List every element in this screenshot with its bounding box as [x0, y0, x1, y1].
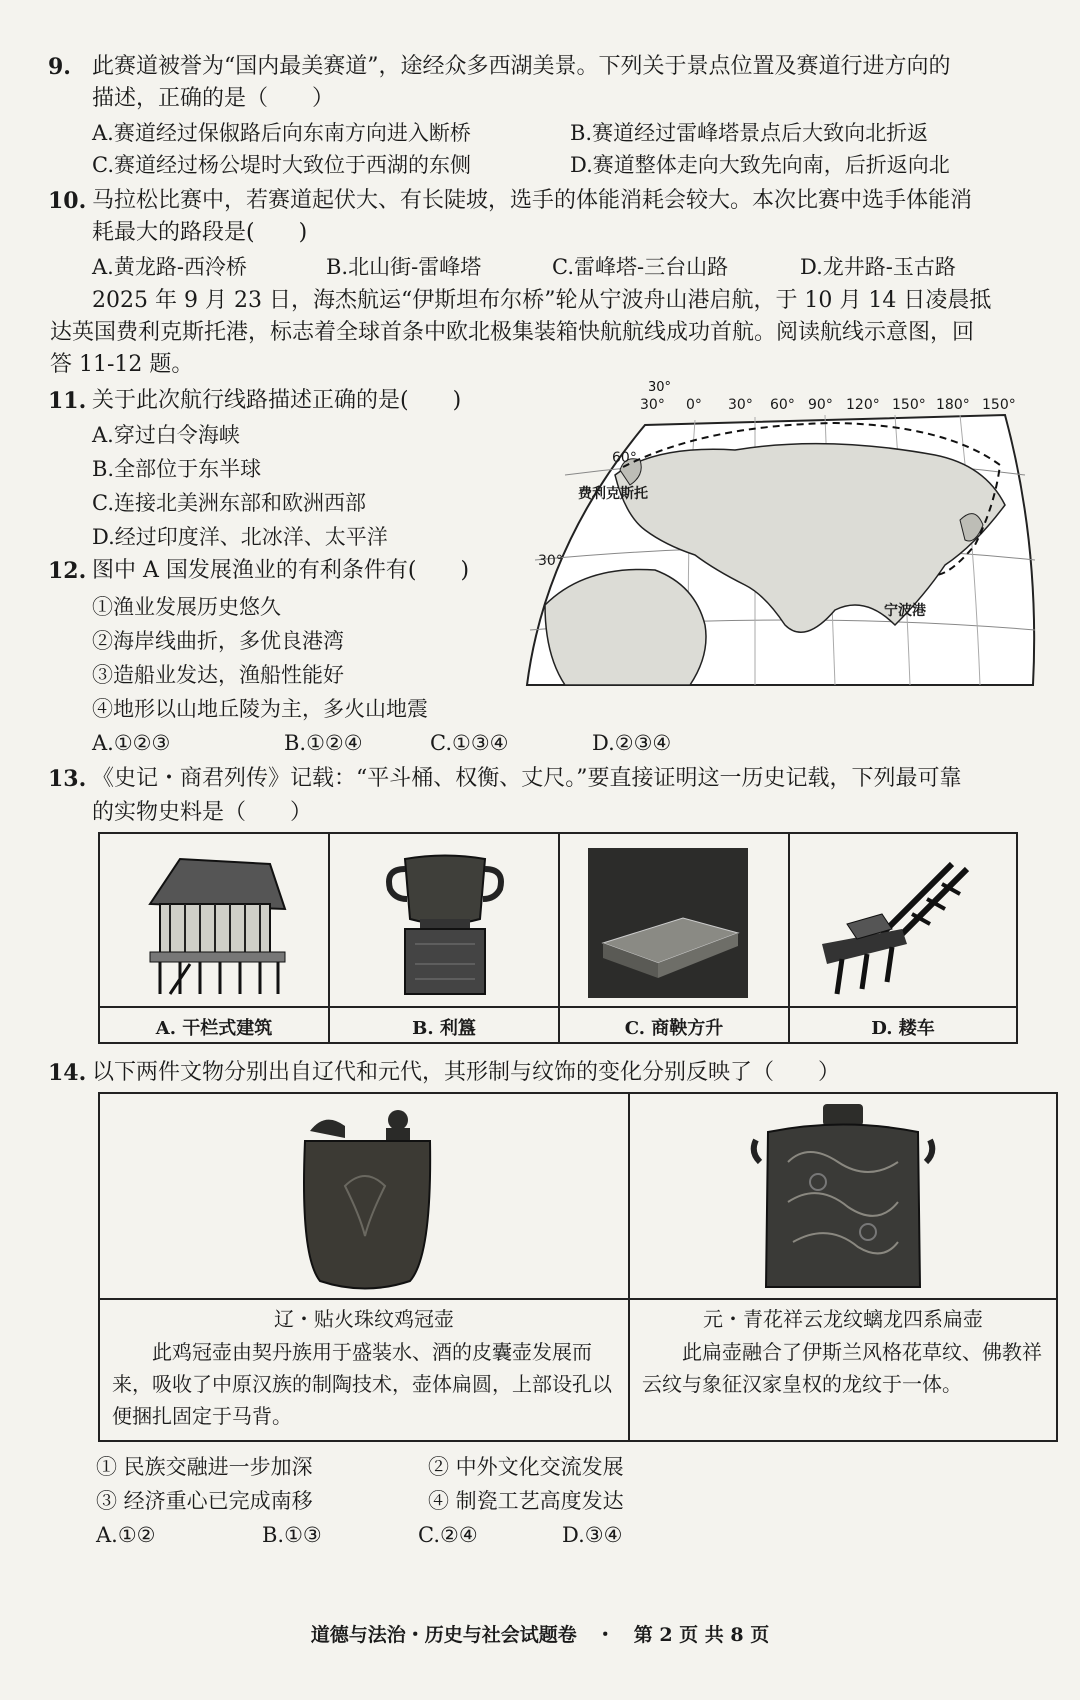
q12-option-c: C.①③④: [430, 731, 509, 755]
route-map: [505, 380, 1050, 695]
q14-artifact-table: [98, 1092, 1058, 1442]
q10-option-b: B.北山街-雷峰塔: [326, 255, 482, 279]
li-gui-image: [385, 844, 505, 999]
yuan-description: 此扁壶融合了伊斯兰风格花草纹、佛教祥云纹与象征汉家皇权的龙纹于一体。: [642, 1340, 1042, 1396]
map-lat-30: 30°: [538, 553, 563, 569]
lon-0: 0°: [686, 397, 702, 413]
lon-30w: 30°: [640, 397, 665, 413]
q9-stem-line1: 此赛道被誉为“国内最美赛道”，途经众多西湖美景。下列关于景点位置及赛道行进方向的: [92, 54, 951, 79]
q14-option-d: D.③④: [562, 1523, 623, 1547]
q14-stem: 以下两件文物分别出自辽代和元代，其形制与纹饰的变化分别反映了（ ）: [92, 1060, 841, 1085]
q10-option-c: C.雷峰塔-三台山路: [552, 255, 729, 279]
q14-number: 14.: [48, 1060, 87, 1086]
q10-number: 10.: [48, 188, 87, 214]
q13-stem-line1: 《史记・商君列传》记载：“平斗桶、权衡、丈尺。”要直接证明这一历史记载，下列最可靠: [92, 766, 962, 791]
q12-statement-2: ②海岸线曲折，多优良港湾: [92, 629, 344, 653]
q9-option-d: D.赛道整体走向大致先向南，后折返向北: [570, 153, 950, 177]
q14-statement-3: ③ 经济重心已完成南移: [96, 1489, 313, 1513]
q14-statement-4: ④ 制瓷工艺高度发达: [428, 1489, 624, 1513]
q11-option-b: B.全部位于东半球: [92, 457, 262, 481]
q9-option-b: B.赛道经过雷峰塔景点后大致向北折返: [570, 121, 929, 145]
lon-60e: 60°: [770, 397, 795, 413]
q14-statement-1: ① 民族交融进一步加深: [96, 1455, 313, 1479]
q12-number: 12.: [48, 558, 87, 584]
q9-option-a: A.赛道经过保俶路后向东南方向进入断桥: [92, 121, 471, 145]
shang-yang-fangsheng-image: [588, 848, 748, 998]
q14-statement-2: ② 中外文化交流发展: [428, 1455, 624, 1479]
q11-number: 11.: [48, 388, 87, 414]
q12-statement-1: ①渔业发展历史悠久: [92, 595, 281, 619]
q12-option-b: B.①②④: [284, 731, 363, 755]
map-lat-60: 60°: [612, 450, 637, 466]
q11-option-d: D.经过印度洋、北冰洋、太平洋: [92, 525, 388, 549]
q9-number: 9.: [48, 54, 71, 80]
intro-line3: 答 11-12 题。: [50, 352, 194, 377]
q12-option-a: A.①②③: [92, 731, 171, 755]
liao-cockscomb-pot-image: [290, 1106, 440, 1291]
lon-150e: 150°: [892, 397, 926, 413]
q12-statement-3: ③造船业发达，渔船性能好: [92, 663, 344, 687]
caption-b: B. 利簋: [412, 1018, 476, 1039]
q10-option-d: D.龙井路-玉古路: [800, 255, 956, 279]
seed-drill-image: [812, 844, 982, 999]
q12-statement-4: ④地形以山地丘陵为主，多火山地震: [92, 697, 428, 721]
lon-90e: 90°: [808, 397, 833, 413]
yuan-title: 元・青花祥云龙纹螭龙四系扁壶: [703, 1307, 983, 1331]
liao-description: 此鸡冠壶由契丹族用于盛装水、酒的皮囊壶发展而来，吸收了中原汉族的制陶技术，壶体扁圆，上部设孔以便捆扎固定于马背。: [112, 1340, 612, 1428]
q14-option-c: C.②④: [418, 1523, 478, 1547]
q10-stem-line1: 马拉松比赛中，若赛道起伏大、有长陡坡，选手的体能消耗会较大。本次比赛中选手体能消: [92, 188, 973, 213]
intro-line2: 达英国费利克斯托港，标志着全球首条中欧北极集装箱快航航线成功首航。阅读航线示意图，回: [50, 320, 975, 345]
lon-120e: 120°: [846, 397, 880, 413]
q10-stem-line2: 耗最大的路段是( ): [92, 220, 308, 245]
q13-number: 13.: [48, 766, 87, 792]
liao-title: 辽・贴火珠纹鸡冠壶: [274, 1307, 454, 1331]
q12-option-d: D.②③④: [592, 731, 672, 755]
q9-option-c: C.赛道经过杨公堤时大致位于西湖的东侧: [92, 153, 471, 177]
q13-stem-line2: 的实物史料是（ ）: [92, 800, 313, 825]
lon-180: 180°: [936, 397, 970, 413]
page-footer: 道德与法治・历史与社会试题卷 ・ 第 2 页 共 8 页: [310, 1624, 770, 1646]
lon-150w: 150°: [982, 397, 1016, 413]
q10-option-a: A.黄龙路-西泠桥: [92, 255, 247, 279]
map-port-felixstowe: 费利克斯托: [578, 486, 648, 502]
q11-option-c: C.连接北美洲东部和欧洲西部: [92, 491, 366, 515]
yuan-flask-image: [748, 1102, 938, 1294]
caption-a: A. 干栏式建筑: [155, 1018, 273, 1039]
lon-30e: 30°: [728, 397, 753, 413]
q14-option-a: A.①②: [96, 1523, 156, 1547]
q9-stem-line2: 描述，正确的是（ ）: [92, 86, 335, 111]
q11-stem: 关于此次航行线路描述正确的是( ): [92, 388, 462, 413]
map-port-ningbo: 宁波港: [884, 603, 926, 619]
q13-image-table: [98, 832, 1018, 1044]
caption-c: C. 商鞅方升: [624, 1018, 724, 1039]
stilt-house-image: [140, 844, 290, 999]
q14-option-b: B.①③: [262, 1523, 322, 1547]
q11-option-a: A.穿过白令海峡: [92, 423, 240, 447]
map-lon-label: 30°: [648, 380, 672, 395]
caption-d: D. 耧车: [871, 1018, 935, 1039]
q12-stem: 图中 A 国发展渔业的有利条件有( ): [92, 558, 470, 583]
intro-line1: 2025 年 9 月 23 日，海杰航运“伊斯坦布尔桥”轮从宁波舟山港启航，于 10 月 14 日凌晨抵: [92, 288, 992, 313]
